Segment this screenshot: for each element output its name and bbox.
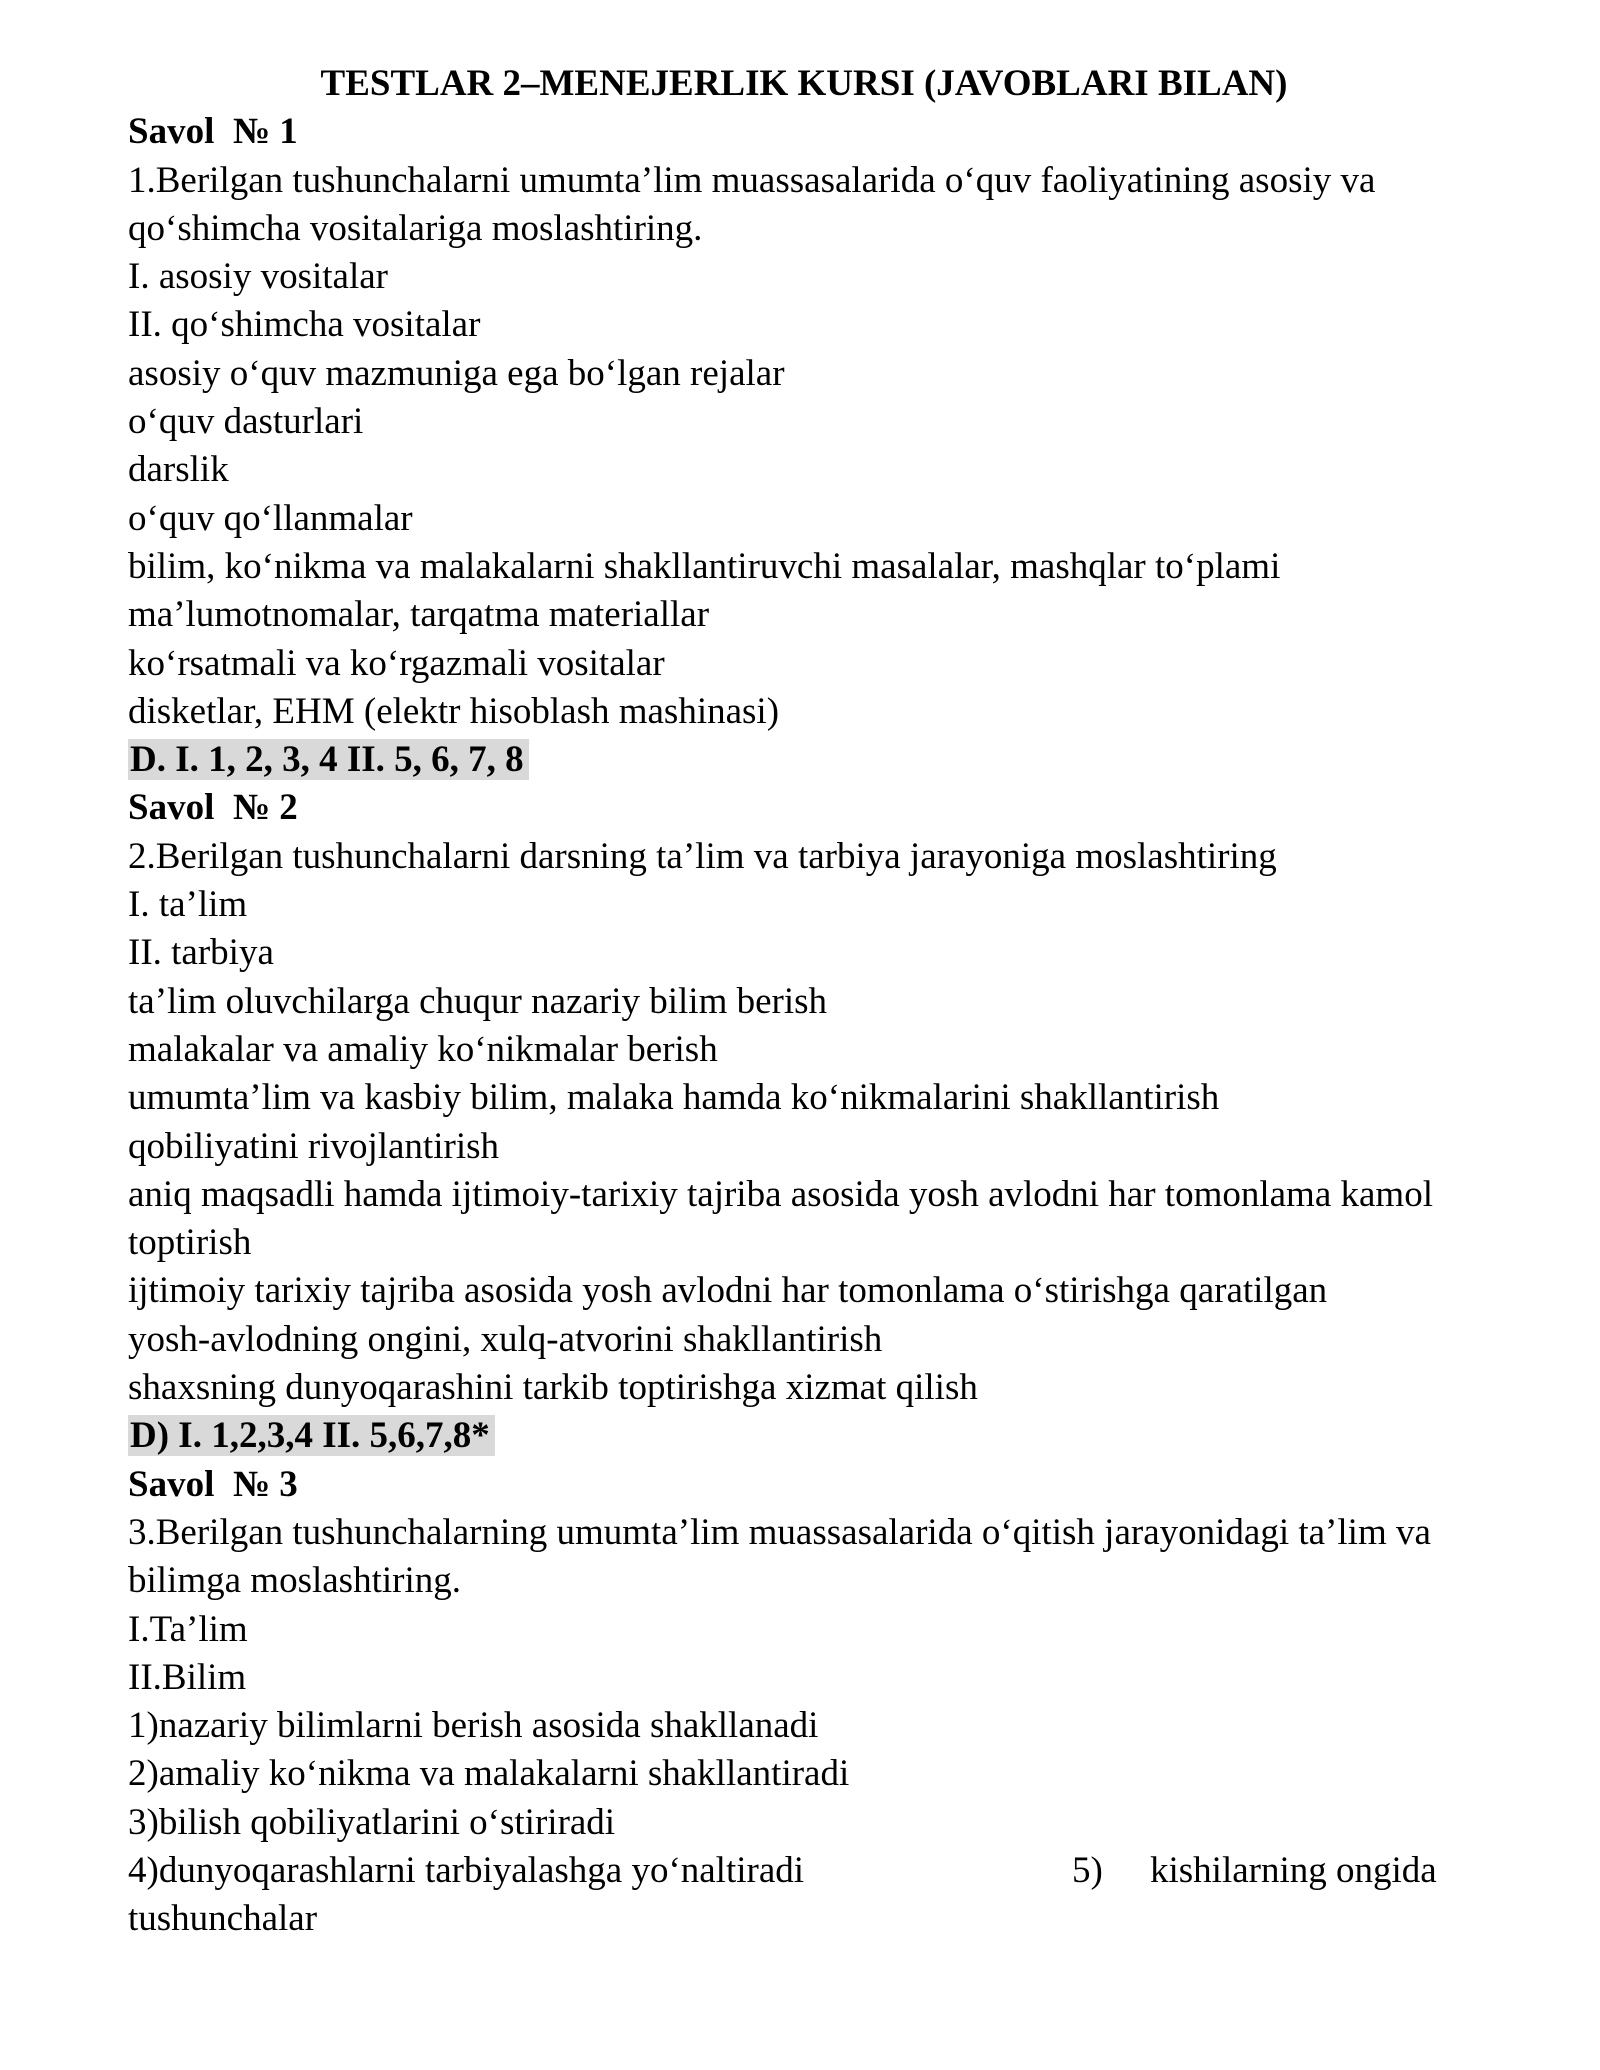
line-text: ma’lumotnomalar, tarqatma materiallar: [128, 594, 710, 636]
line-text: asosiy o‘quv mazmuniga ega bo‘lgan rejalar: [128, 352, 785, 394]
body-line: [128, 1895, 1480, 1943]
body-line: [128, 1074, 1480, 1122]
body-line: [128, 1654, 1480, 1702]
body-line: [128, 205, 1480, 253]
line-text: yosh-avlodning ongini, xulq-atvorini shakllantirish: [128, 1318, 883, 1360]
body-line: [128, 1799, 1480, 1847]
question-heading: [128, 784, 1480, 832]
body-line: [128, 398, 1480, 446]
line-text: disketlar, EHM (elektr hisoblash mashinasi): [128, 690, 780, 732]
line-text: 1)nazariy bilimlarni berish asosida shakllanadi: [128, 1705, 819, 1747]
line-text: I. ta’lim: [128, 884, 248, 926]
body-line: [128, 1364, 1480, 1412]
document-title: TESTLAR 2–MENEJERLIK KURSI (JAVOBLARI BILAN): [320, 63, 1288, 104]
line-text: toptirish: [128, 1222, 252, 1264]
line-text: 2)amaliy ko‘nikma va malakalarni shakllantiradi: [128, 1753, 850, 1795]
body-line: [128, 1316, 1480, 1364]
line-text: qo‘shimcha vositalariga moslashtiring.: [128, 207, 703, 249]
highlighted-answer-text: D. I. 1, 2, 3, 4 II. 5, 6, 7, 8: [128, 739, 529, 780]
line-text: 3)bilish qobiliyatlarini o‘stiriradi: [128, 1801, 616, 1843]
line-text: II. tarbiya: [128, 932, 274, 974]
line-text: o‘quv dasturlari: [128, 401, 364, 443]
body-line: [128, 929, 1480, 977]
line-text: II. qo‘shimcha vositalar: [128, 304, 481, 346]
body-line: [128, 833, 1480, 881]
line-text: 3.Berilgan tushunchalarning umumta’lim muassasalarida o‘qitish jarayonidagi ta’lim va: [128, 1511, 1431, 1553]
document-body: [128, 108, 1480, 1943]
body-line: [128, 157, 1480, 205]
body-line: [128, 1219, 1480, 1267]
body-line: [128, 543, 1480, 591]
body-line: [128, 978, 1480, 1026]
answer-line: [128, 1412, 1480, 1460]
body-line: [128, 881, 1480, 929]
body-line: [128, 1123, 1480, 1171]
question-heading: [128, 1461, 1480, 1509]
line-text: I.Ta’lim: [128, 1608, 248, 1650]
line-text: darslik: [128, 449, 229, 491]
line-text: tushunchalar: [128, 1898, 318, 1940]
line-text: 2.Berilgan tushunchalarni darsning ta’lim va tarbiya jarayoniga moslashtiring: [128, 835, 1277, 877]
text-segment: 5): [1072, 1849, 1103, 1891]
line-text: II.Bilim: [128, 1656, 247, 1698]
body-line: [128, 1026, 1480, 1074]
body-line: [128, 1557, 1480, 1605]
body-line: [128, 350, 1480, 398]
line-text: ko‘rsatmali va ko‘rgazmali vositalar: [128, 642, 665, 684]
highlighted-answer-text: D) I. 1,2,3,4 II. 5,6,7,8*: [128, 1415, 495, 1456]
line-text: bilim, ko‘nikma va malakalarni shakllantiruvchi masalalar, mashqlar to‘plami: [128, 545, 1281, 587]
body-line: [128, 1606, 1480, 1654]
body-line: [128, 301, 1480, 349]
body-line: [128, 495, 1480, 543]
line-text: ijtimoiy tarixiy tajriba asosida yosh avlodni har tomonlama o‘stirishga qaratilgan: [128, 1270, 1328, 1312]
body-line: [128, 1509, 1480, 1557]
line-text: Savol № 3: [128, 1463, 298, 1505]
body-line: [128, 1171, 1480, 1219]
line-text: Savol № 2: [128, 787, 298, 829]
body-line: [128, 688, 1480, 736]
question-heading: [128, 108, 1480, 156]
line-text: 1.Berilgan tushunchalarni umumta’lim muassasalarida o‘quv faoliyatining asosiy va: [128, 159, 1376, 201]
line-text: o‘quv qo‘llanmalar: [128, 497, 413, 539]
body-line: [128, 1702, 1480, 1750]
line-text: malakalar va amaliy ko‘nikmalar berish: [128, 1028, 718, 1070]
line-text: bilimga moslashtiring.: [128, 1560, 461, 1602]
answer-line: [128, 736, 1480, 784]
text-segment: 4)dunyoqarashlarni tarbiyalashga yo‘naltiradi: [128, 1849, 805, 1891]
body-line: [128, 446, 1480, 494]
body-line: [128, 1750, 1480, 1798]
line-text: shaxsning dunyoqarashini tarkib toptirishga xizmat qilish: [128, 1367, 978, 1409]
line-text: Savol № 1: [128, 111, 298, 153]
line-text: ta’lim oluvchilarga chuqur nazariy bilim berish: [128, 980, 828, 1022]
body-line: [128, 640, 1480, 688]
body-line: [128, 591, 1480, 639]
body-line-split: [128, 1847, 1480, 1895]
body-line: [128, 253, 1480, 301]
text-segment: kishilarning ongida: [1150, 1849, 1437, 1891]
line-text: I. asosiy vositalar: [128, 256, 388, 298]
line-text: umumta’lim va kasbiy bilim, malaka hamda ko‘nikmalarini shakllantirish: [128, 1077, 1220, 1119]
line-text: aniq maqsadli hamda ijtimoiy-tarixiy tajriba asosida yosh avlodni har tomonlama kamol: [128, 1173, 1433, 1215]
line-text: qobiliyatini rivojlantirish: [128, 1125, 499, 1167]
body-line: [128, 1267, 1480, 1315]
